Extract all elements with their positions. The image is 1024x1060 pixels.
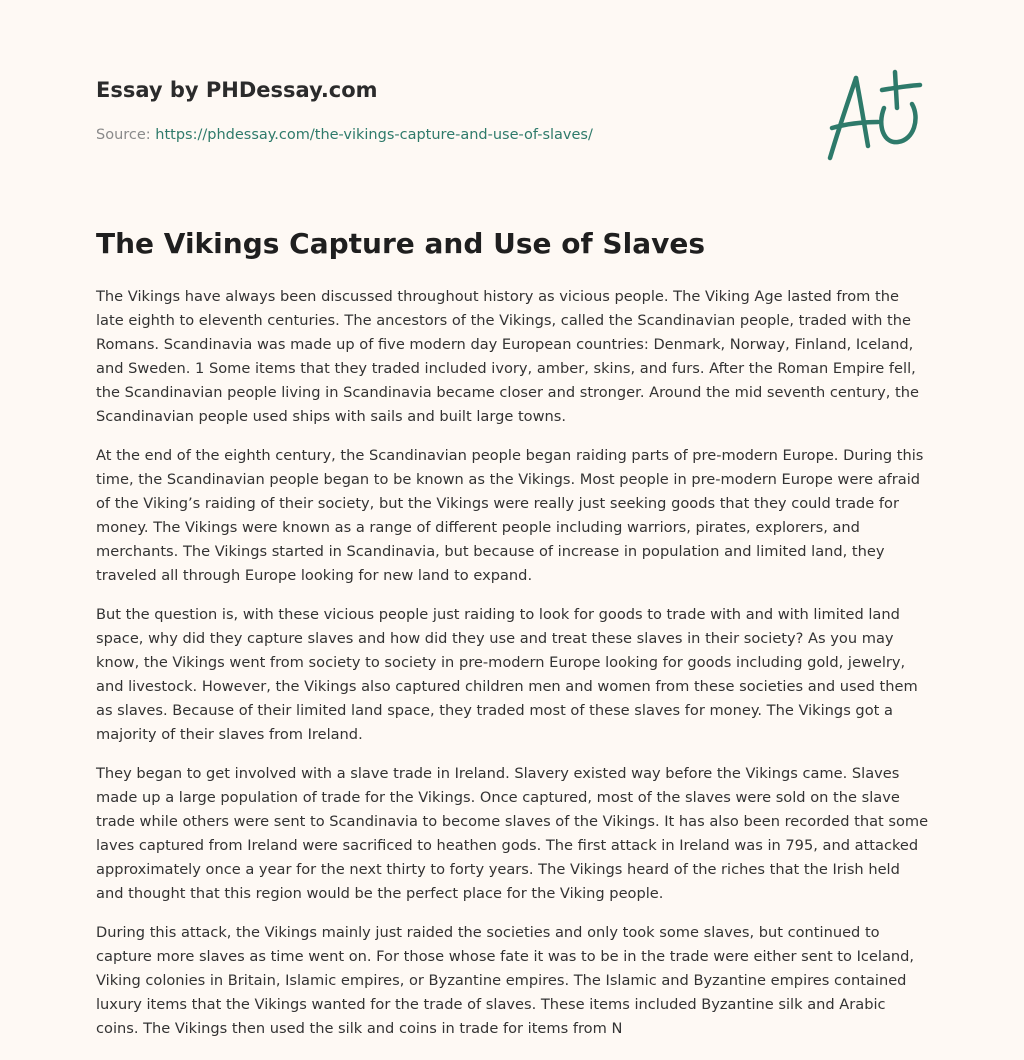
page-header bbox=[96, 74, 716, 145]
source-label: Source: bbox=[96, 127, 151, 143]
essay-paragraph: During this attack, the Vikings mainly just raided the societies and only took some slaves, but continued to capture more slaves as time went on. For those whose fate it was to be in the trade were either sent to Iceland, Viking colonies in Britain, Islamic empires, or Byzantine empires. The Islamic and Byzantine empires contained luxury items that the Vikings wanted for the trade of slaves. These items included Byzantine silk and Arabic coins. The Vikings then used the silk and coins in trade for items from N bbox=[96, 924, 915, 1037]
essay-title: The Vikings Capture and Use of Slaves bbox=[96, 227, 705, 260]
a-plus-logo-icon bbox=[822, 68, 928, 164]
a-plus-logo-svg bbox=[822, 68, 928, 164]
essay-paragraph: They began to get involved with a slave trade in Ireland. Slavery existed way before the Vikings came. Slaves made up a large population of trade for the Vikings. Once captured, most of the slaves were sold on the slave trade while others were sent to Scandinavia to become slaves of the Vikings. It has also been recorded that some laves captured from Ireland were sacrificed to heathen gods. The first attack in Ireland was in 795, and attacked approximately once a year for the next thirty to forty years. The Vikings heard of the riches that the Irish held and thought that this region would be the perfect place for the Viking people. bbox=[96, 765, 929, 902]
essay-paragraph: At the end of the eighth century, the Scandinavian people began raiding parts of pre-modern Europe. During this time, the Scandinavian people began to be known as the Vikings. Most people in pre-modern Europe were afraid of the Viking’s raiding of their society, but the Vikings were really just seeking goods that they could trade for money. The Vikings were known as a range of different people including warriors, pirates, explorers, and merchants. The Vikings started in Scandinavia, but because of increase in population and limited land, they traveled all through Europe looking for new land to expand. bbox=[96, 447, 924, 584]
source-link[interactable]: https://phdessay.com/the-vikings-capture-and-use-of-slaves/ bbox=[155, 127, 593, 143]
essay-body bbox=[96, 285, 930, 1056]
essay-paragraph: The Vikings have always been discussed throughout history as vicious people. The Viking Age lasted from the late eighth to eleventh centuries. The ancestors of the Vikings, called the Scandinavian people, traded with the Romans. Scandinavia was made up of five modern day European countries: Denmark, Norway, Finland, Iceland, and Sweden. 1 Some items that they traded included ivory, amber, skins, and furs. After the Roman Empire fell, the Scandinavian people living in Scandinavia became closer and stronger. Around the mid seventh century, the Scandinavian people used ships with sails and built large towns. bbox=[96, 288, 919, 425]
source-line bbox=[96, 125, 716, 145]
essay-paragraph: But the question is, with these vicious people just raiding to look for goods to trade with and with limited land space, why did they capture slaves and how did they use and treat these slaves in their society? As you may know, the Vikings went from society to society in pre-modern Europe looking for goods including gold, jewelry, and livestock. However, the Vikings also captured children men and women from these societies and used them as slaves. Because of their limited land space, they traded most of these slaves for money. The Vikings got a majority of their slaves from Ireland. bbox=[96, 606, 918, 743]
site-title: Essay by PHDessay.com bbox=[96, 78, 378, 102]
